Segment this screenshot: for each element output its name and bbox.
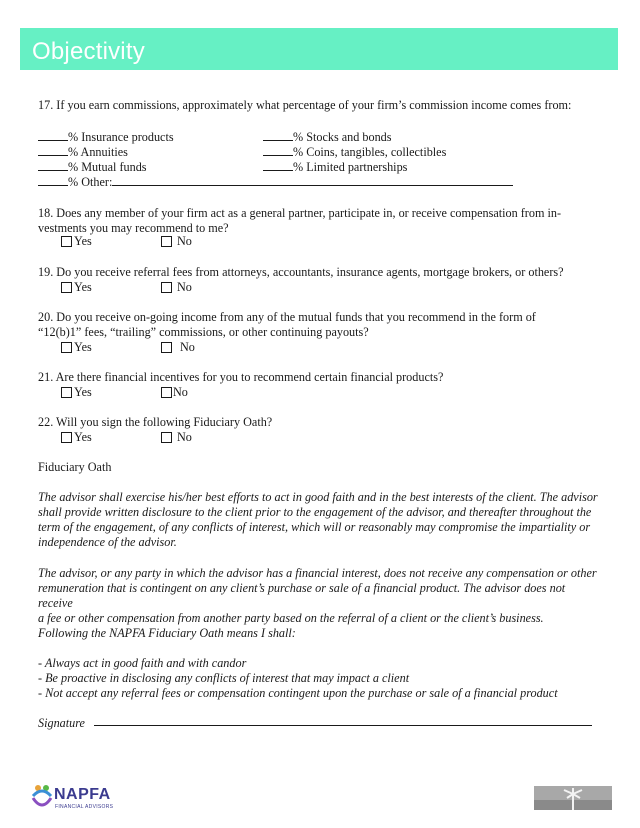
- q20-yes-label: Yes: [74, 340, 92, 354]
- q17-partnerships-row: [263, 159, 407, 175]
- q17-insurance-blank[interactable]: [38, 129, 68, 141]
- oath-p2-line: The advisor, or any party in which the advisor has a financial interest, does not receive any compensation or other: [38, 566, 597, 580]
- q20-yes-checkbox[interactable]: [61, 342, 72, 353]
- oath-paragraph-2: [38, 566, 600, 626]
- question-22-text: 22. Will you sign the following Fiduciary Oath?: [38, 415, 273, 429]
- oath-bullet: - Be proactive in disclosing any conflicts of interest that may impact a client: [38, 671, 410, 685]
- q17-mutual-funds-row: [38, 159, 147, 175]
- oath-paragraph-1: [38, 490, 600, 550]
- palm-tree-icon: [534, 786, 612, 810]
- q17-stocks-blank[interactable]: [263, 129, 293, 141]
- oath-bullet: - Always act in good faith and with candor: [38, 656, 247, 670]
- oath-heading: Fiduciary Oath: [38, 460, 112, 474]
- q20-no-label: No: [180, 340, 195, 354]
- q17-coins-blank[interactable]: [263, 144, 293, 156]
- q17-insurance-label: % Insurance products: [68, 130, 174, 144]
- q18-yes-label: Yes: [74, 234, 92, 248]
- question-19-text: 19. Do you receive referral fees from attorneys, accountants, insurance agents, mortgage brokers, or others?: [38, 265, 564, 279]
- q17-partnerships-blank[interactable]: [263, 159, 293, 171]
- q21-yes-label: Yes: [74, 385, 92, 399]
- q17-stocks-row: [263, 129, 392, 145]
- signature-line[interactable]: [94, 725, 592, 726]
- palm-tree-image: [534, 786, 612, 810]
- q17-coins-label: % Coins, tangibles, collectibles: [293, 145, 447, 159]
- q17-insurance-row: [38, 129, 174, 145]
- q19-no-label: No: [177, 280, 192, 294]
- q19-no-checkbox[interactable]: [161, 282, 172, 293]
- napfa-logo: [30, 782, 114, 812]
- oath-p2-line: remuneration that is contingent on any client’s purchase or sale of a financial product. The advisor does not receive: [38, 581, 566, 610]
- q22-no-label: No: [177, 430, 192, 444]
- q17-other-label: % Other:: [68, 175, 113, 189]
- page-title: Objectivity: [32, 38, 145, 65]
- q19-yes-label: Yes: [74, 280, 92, 294]
- q19-yes-checkbox[interactable]: [61, 282, 72, 293]
- q18-no-checkbox[interactable]: [161, 236, 172, 247]
- oath-p2-line: a fee or other compensation from another party based on the referral of a client or the client’s business.: [38, 611, 544, 625]
- q17-other-row: [38, 174, 513, 190]
- q22-yes-checkbox[interactable]: [61, 432, 72, 443]
- q21-no-checkbox[interactable]: [161, 387, 172, 398]
- q17-partnerships-label: % Limited partnerships: [293, 160, 408, 174]
- napfa-logo-text: NAPFA: [54, 786, 111, 803]
- oath-p1-line: shall provide written disclosure to the client prior to the engagement of the advisor, and thereafter throughout the: [38, 505, 592, 519]
- oath-p1-line: The advisor shall exercise his/her best efforts to act in good faith and in the best interests of the client. The advisor: [38, 490, 598, 504]
- q22-yes-label: Yes: [74, 430, 92, 444]
- signature-label: Signature: [38, 716, 85, 730]
- q17-other-blank[interactable]: [38, 174, 68, 186]
- question-18-text-line2: vestments you may recommend to me?: [38, 221, 229, 235]
- napfa-logo-icon: [30, 782, 54, 808]
- q21-no-label: No: [173, 385, 188, 399]
- q17-mutual-funds-label: % Mutual funds: [68, 160, 147, 174]
- question-20-text-line2: “12(b)1” fees, “trailing” commissions, or other continuing payouts?: [38, 325, 369, 339]
- header-banner: [20, 28, 618, 70]
- q17-other-specify-line[interactable]: [112, 174, 513, 186]
- q18-yes-checkbox[interactable]: [61, 236, 72, 247]
- oath-p1-line: independence of the advisor.: [38, 535, 177, 549]
- oath-bullet-list: [38, 656, 600, 701]
- q17-mutual-funds-blank[interactable]: [38, 159, 68, 171]
- oath-p1-line: term of the engagement, of any conflicts of interest, which will or reasonably may compromise the impartiality or: [38, 520, 591, 534]
- q21-yes-checkbox[interactable]: [61, 387, 72, 398]
- question-20-text-line1: 20. Do you receive on-going income from any of the mutual funds that you recommend in the form of: [38, 310, 536, 324]
- oath-bullet: - Not accept any referral fees or compensation contingent upon the purchase or sale of a financial product: [38, 686, 558, 700]
- napfa-logo-subtext: FINANCIAL ADVISORS: [55, 804, 114, 810]
- q17-annuities-blank[interactable]: [38, 144, 68, 156]
- q17-annuities-label: % Annuities: [68, 145, 128, 159]
- logo-arc-blue: [33, 791, 51, 796]
- q17-annuities-row: [38, 144, 128, 160]
- question-21-text: 21. Are there financial incentives for you to recommend certain financial products?: [38, 370, 444, 384]
- q17-stocks-label: % Stocks and bonds: [293, 130, 392, 144]
- question-17-text: 17. If you earn commissions, approximately what percentage of your firm’s commission income comes from:: [38, 98, 572, 112]
- q17-coins-row: [263, 144, 446, 160]
- q22-no-checkbox[interactable]: [161, 432, 172, 443]
- oath-intro: Following the NAPFA Fiduciary Oath means I shall:: [38, 626, 296, 640]
- q18-no-label: No: [177, 234, 192, 248]
- logo-arc-purple: [33, 798, 51, 805]
- question-18-text-line1: 18. Does any member of your firm act as a general partner, participate in, or receive compensation from in-: [38, 206, 562, 220]
- q20-no-checkbox[interactable]: [161, 342, 172, 353]
